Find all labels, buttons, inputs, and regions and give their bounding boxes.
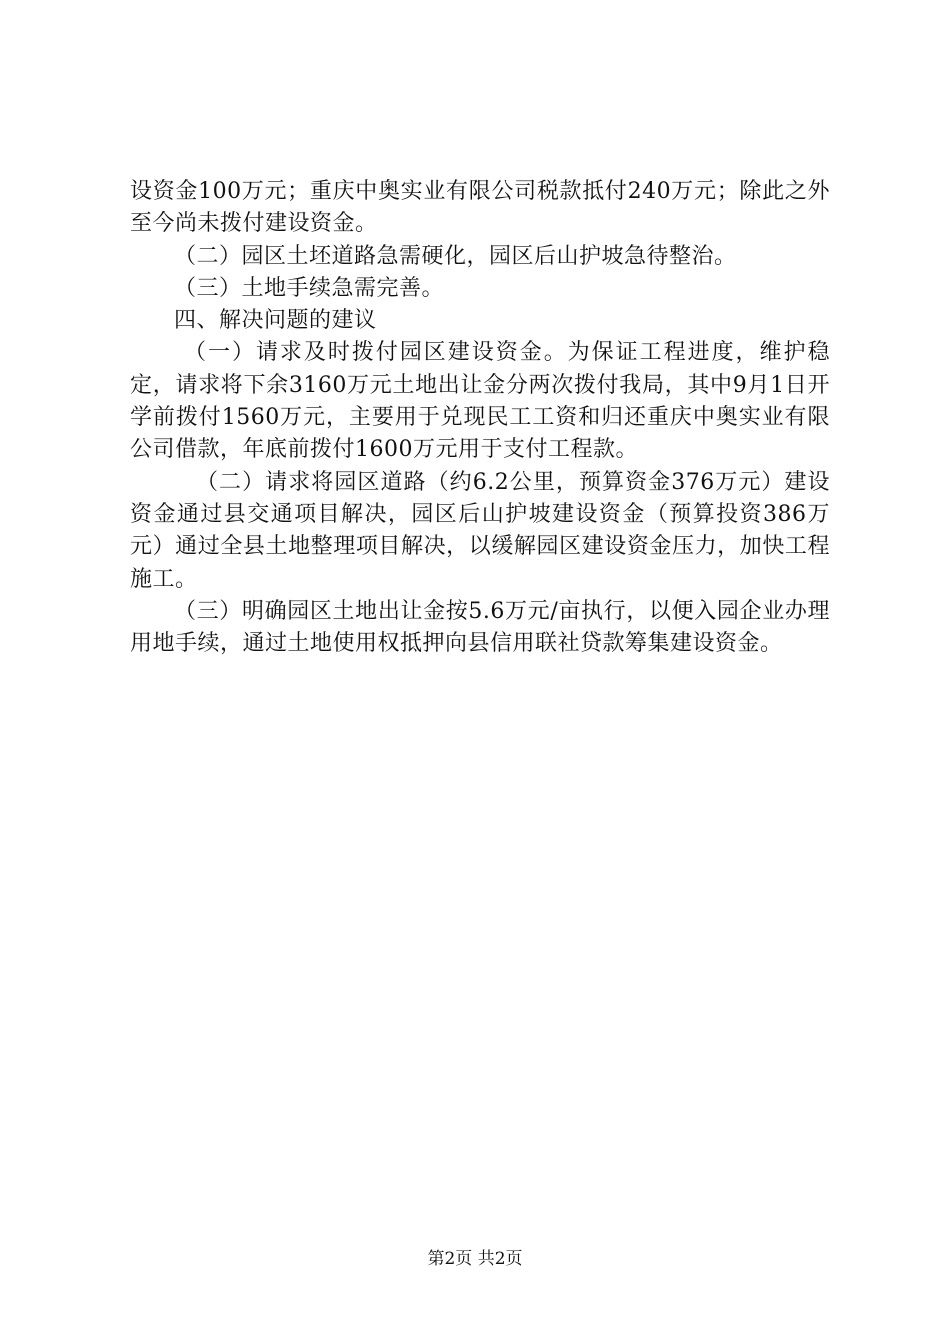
paragraph-suggestion-3: （三）明确园区土地出让金按5.6万元/亩执行，以便入园企业办理用地手续，通过土地使用权抵押向县信用联社贷款筹集建设资金。 xyxy=(130,598,830,657)
paragraph-continuation: 设资金100万元；重庆中奥实业有限公司税款抵付240万元；除此之外至今尚未拨付建设资金。 xyxy=(130,179,830,237)
page-footer: 第2页 共2页 xyxy=(427,1249,523,1269)
paragraph-suggestion-2: （二）请求将园区道路（约6.2公里，预算资金376万元）建设资金通过县交通项目解决，园区后山护坡建设资金（预算投资386万元）通过全县土地整理项目解决，以缓解园区建设资金压力，加快工程施工。 xyxy=(130,469,830,592)
paragraph-suggestion-1: （一）请求及时拨付园区建设资金。为保证工程进度，维护稳定，请求将下余3160万元土地出让金分两次拨付我局，其中9月1日开学前拨付1560万元，主要用于兑现民工工资和归还重庆中奥实业有限公司借款，年底前拨付1600万元用于支付工程款。 xyxy=(130,340,830,463)
document-body xyxy=(130,176,830,660)
section-heading-suggestions: 四、解决问题的建议 xyxy=(174,308,377,334)
paragraph-issue-2: （二）园区土坯道路急需硬化，园区后山护坡急待整治。 xyxy=(174,243,737,269)
paragraph-issue-3: （三）土地手续急需完善。 xyxy=(174,275,445,301)
